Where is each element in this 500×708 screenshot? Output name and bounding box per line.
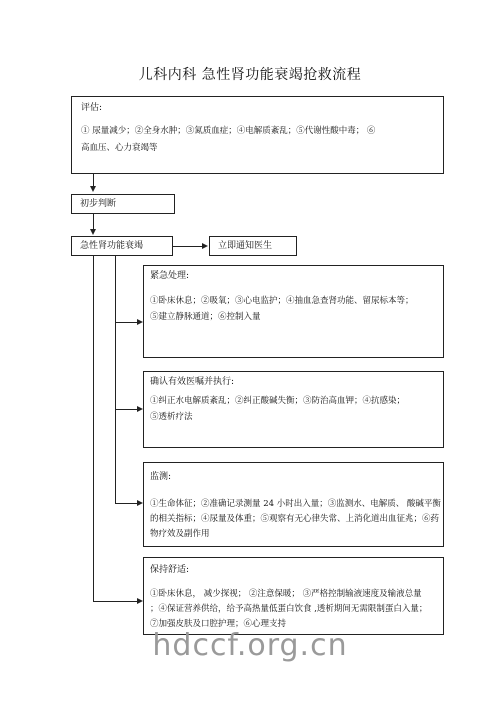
urgent-treatment-line-2: ⑤建立静脉通道；⑥控制入量 [150,312,261,322]
monitoring-line-1: ①生命体征；②准确记录测量 24 小时出入量；③监测水、电解质、 酸碱平衡 [150,499,441,509]
monitoring-line-2: 的相关指标；④尿量及体重；⑤观察有无心律失常、上消化道出血征兆；⑥药 [150,514,440,524]
arrow-right-icon [202,243,208,249]
connector-line [115,409,138,410]
confirm-orders-label: 确认有效医嘱并执行: [150,377,235,387]
trunk-line [93,256,94,602]
confirm-orders-line-2: ⑤透析疗法 [150,412,193,422]
initial-judgement-label: 初步判断 [80,199,117,209]
comfort-box [143,557,444,635]
monitoring-label: 监测: [150,472,172,482]
assessment-box [71,96,444,174]
connector-line [115,322,138,323]
comfort-line-1: ①卧床休息， 减少探视； ②注意保暖； ③严格控制输液速度及输液总量 [150,589,422,599]
comfort-label: 保持舒适: [150,565,190,575]
initial-judgement-box [71,194,175,214]
assessment-line-1: ① 尿量减少；②全身水肿；③氮质血症；④电解质紊乱；⑤代谢性酸中毒； ⑥ [81,126,376,136]
urgent-treatment-box [143,265,444,358]
confirm-orders-box [143,371,444,448]
connector-line [93,214,94,230]
connector-line [115,447,116,504]
notify-doctor-label: 立即通知医生 [218,241,273,251]
connector-line [93,601,138,602]
connector-line [173,246,203,247]
arf-label: 急性肾功能衰竭 [80,241,144,251]
comfort-line-3: ⑦加强皮肤及口腔护理；⑥心理支持 [150,619,287,629]
urgent-treatment-label: 紧急处理: [150,271,190,281]
branch-trunk-line [115,256,116,448]
assessment-label: 评估: [81,103,103,113]
urgent-treatment-line-1: ①卧床休息；②吸氧；③心电监护；④抽血急查肾功能、留尿标本等； [150,296,414,306]
arrow-down-icon [90,229,96,235]
arf-box [71,236,173,256]
monitoring-box [143,462,444,547]
connector-line [115,503,138,504]
notify-doctor-box [209,236,297,256]
assessment-line-2: 高血压、心力衰竭等 [81,143,158,153]
monitoring-line-3: 物疗效及副作用 [150,529,210,539]
comfort-line-2: ；④保证营养供给，给予高热量低蛋白饮食 ,透析期间无需限制蛋白入量； [150,604,428,614]
watermark: hdccf.org.cn [152,628,348,663]
arrow-down-icon [90,186,96,192]
confirm-orders-line-1: ①纠正水电解质紊乱；②纠正酸碱失衡；③防治高血钾；④抗感染； [150,396,406,406]
page-title: 儿科内科 急性肾功能衰竭抢救流程 [138,67,362,83]
